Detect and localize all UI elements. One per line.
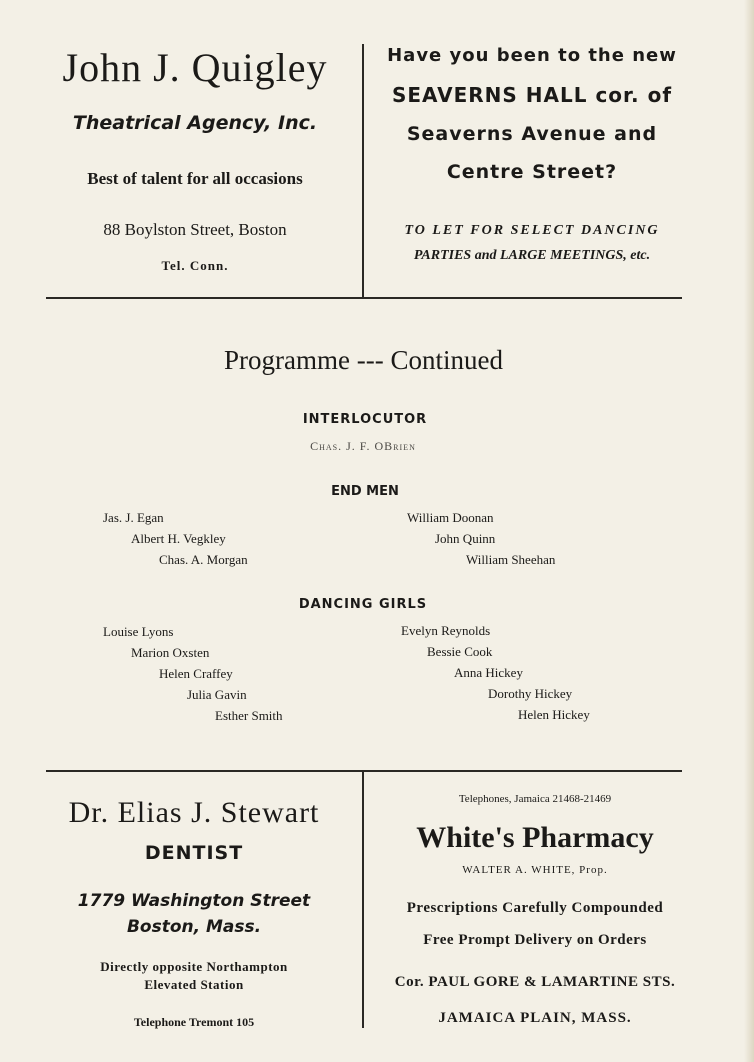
ad-pharmacy-service1: Prescriptions Carefully Compounded bbox=[406, 900, 664, 916]
ad-seaverns-line2: SEAVERNS HALL cor. of bbox=[391, 83, 673, 107]
dancing-girl-name: Julia Gavin bbox=[187, 687, 247, 702]
end-man-name: John Quinn bbox=[435, 531, 496, 546]
ad-quigley-name: John J. Quigley bbox=[62, 45, 328, 90]
page-edge-shadow bbox=[744, 0, 754, 1062]
ad-pharmacy-address: Cor. PAUL GORE & LAMARTINE STS. bbox=[394, 974, 676, 990]
bottom-divider-horizontal bbox=[46, 770, 682, 772]
ad-pharmacy-name: White's Pharmacy bbox=[416, 821, 654, 854]
ad-stewart-direction2: Elevated Station bbox=[144, 977, 244, 992]
end-man-name: William Sheehan bbox=[466, 552, 556, 567]
ad-stewart-name: Dr. Elias J. Stewart bbox=[68, 796, 320, 829]
end-man-name: Chas. A. Morgan bbox=[159, 552, 248, 567]
end-man-name: William Doonan bbox=[407, 510, 494, 525]
interlocutor-heading: INTERLOCUTOR bbox=[302, 412, 428, 427]
ad-quigley-tagline: Best of talent for all occasions bbox=[87, 169, 303, 188]
dancing-girl-name: Anna Hickey bbox=[454, 665, 523, 680]
top-divider-horizontal bbox=[46, 297, 682, 299]
ad-stewart-profession: DENTIST bbox=[144, 842, 244, 864]
top-divider-vertical bbox=[362, 44, 364, 298]
ad-pharmacy-proprietor: WALTER A. WHITE, Prop. bbox=[462, 864, 608, 876]
dancing-girl-name: Bessie Cook bbox=[427, 644, 493, 659]
dancing-girl-name: Dorothy Hickey bbox=[488, 686, 573, 701]
interlocutor-name: Chas. J. F. OBrien bbox=[310, 439, 416, 453]
ad-pharmacy-service2: Free Prompt Delivery on Orders bbox=[423, 932, 647, 948]
ad-seaverns-line4: Centre Street? bbox=[446, 161, 618, 183]
dancing-girl-name: Marion Oxsten bbox=[131, 645, 210, 660]
dancing-girl-name: Helen Hickey bbox=[518, 707, 590, 722]
ad-pharmacy-phones: Telephones, Jamaica 21468-21469 bbox=[458, 793, 612, 805]
dancing-girl-name: Helen Craffey bbox=[159, 666, 233, 681]
end-man-name: Albert H. Vegkley bbox=[131, 531, 226, 546]
programme-title: Programme --- Continued bbox=[224, 345, 503, 375]
ad-stewart-city: Boston, Mass. bbox=[126, 917, 262, 937]
end-men-heading: END MEN bbox=[331, 484, 399, 499]
ad-seaverns-line1: Have you been to the new bbox=[387, 45, 677, 66]
ad-stewart-phone: Telephone Tremont 105 bbox=[133, 1015, 255, 1029]
ad-stewart-direction1: Directly opposite Northampton bbox=[100, 959, 288, 974]
bottom-divider-vertical bbox=[362, 771, 364, 1028]
ad-seaverns-line5: TO LET FOR SELECT DANCING bbox=[404, 223, 660, 238]
dancing-girl-name: Esther Smith bbox=[215, 708, 283, 723]
ad-pharmacy-city: JAMAICA PLAIN, MASS. bbox=[438, 1010, 632, 1026]
dancing-girls-heading: DANCING GIRLS bbox=[298, 597, 428, 612]
dancing-girl-name: Evelyn Reynolds bbox=[401, 623, 491, 638]
ad-seaverns-line3: Seaverns Avenue and bbox=[406, 123, 658, 145]
ad-stewart-street: 1779 Washington Street bbox=[77, 891, 311, 911]
ad-quigley-phone: Tel. Conn. bbox=[161, 258, 229, 273]
ad-quigley-company: Theatrical Agency, Inc. bbox=[72, 112, 318, 134]
ad-seaverns-line6: PARTIES and LARGE MEETINGS, etc. bbox=[413, 248, 651, 263]
ad-quigley-address: 88 Boylston Street, Boston bbox=[103, 220, 287, 239]
end-man-name: Jas. J. Egan bbox=[103, 510, 164, 525]
dancing-girl-name: Louise Lyons bbox=[103, 624, 174, 639]
